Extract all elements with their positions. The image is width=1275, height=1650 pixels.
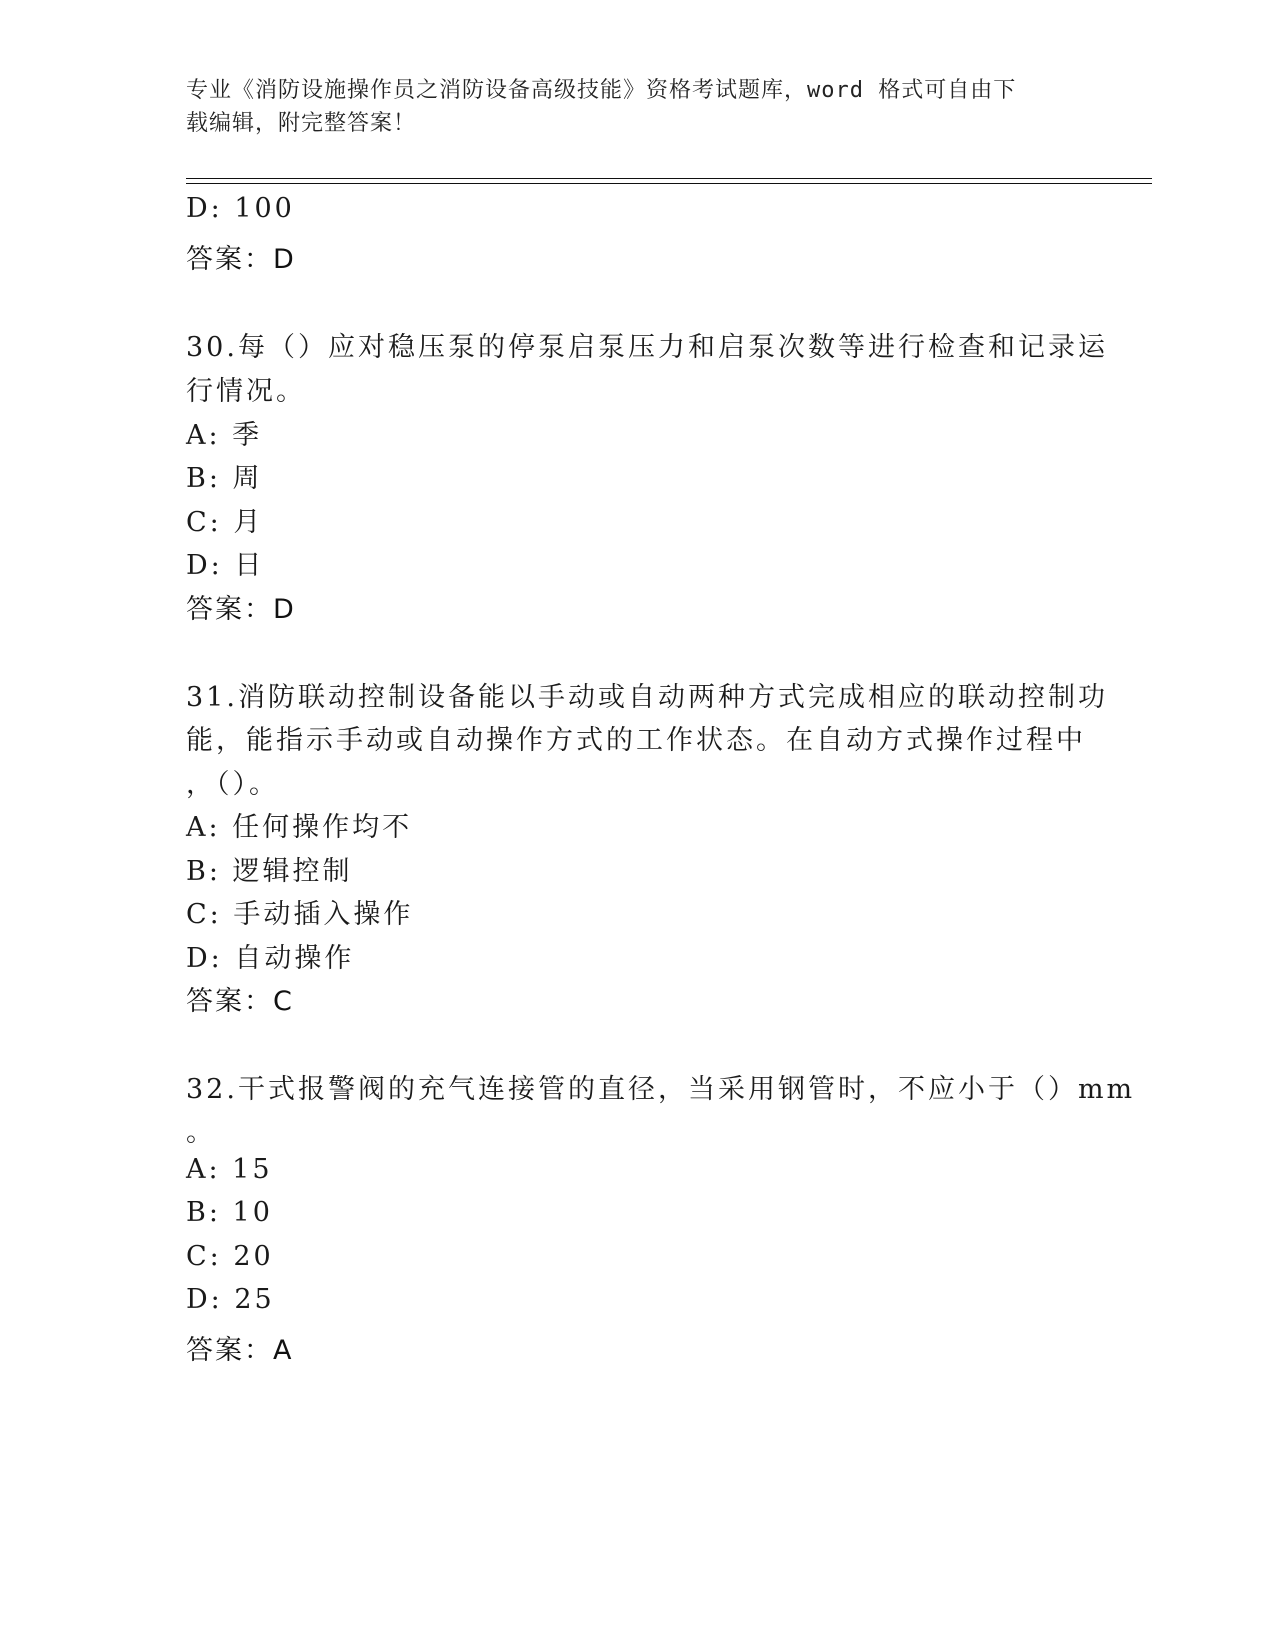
header-line-1: 专业《消防设施操作员之消防设备高级技能》资格考试题库，word 格式可自由下	[186, 78, 1017, 103]
header-divider-top	[186, 178, 1152, 179]
question-32-option-c: C: 20	[186, 1241, 274, 1272]
question-32-stem-line-2: 。	[186, 1117, 216, 1148]
prev-question-answer: 答案：D	[186, 244, 296, 275]
question-30-option-c: C: 月	[186, 507, 264, 538]
header-line-2: 载编辑，附完整答案！	[186, 111, 417, 136]
question-30-option-b: B: 周	[186, 463, 263, 494]
question-31-answer: 答案：C	[186, 986, 294, 1017]
question-30-answer: 答案：D	[186, 594, 296, 625]
question-32-stem-line-1: 32.干式报警阀的充气连接管的直径，当采用钢管时，不应小于（）mm	[186, 1074, 1136, 1105]
question-31-option-d: D: 自动操作	[186, 943, 355, 974]
question-30-stem-line-1: 30.每（）应对稳压泵的停泵启泵压力和启泵次数等进行检查和记录运	[186, 332, 1108, 363]
question-32-answer: 答案：A	[186, 1335, 294, 1366]
question-31-stem-line-1: 31.消防联动控制设备能以手动或自动两种方式完成相应的联动控制功	[186, 682, 1108, 713]
question-32-option-d: D: 25	[186, 1284, 275, 1315]
question-32-option-a: A: 15	[186, 1154, 273, 1185]
question-31-option-a: A: 任何操作均不	[186, 812, 413, 843]
question-32-option-b: B: 10	[186, 1197, 273, 1228]
question-31-option-c: C: 手动插入操作	[186, 899, 414, 930]
question-31-stem-line-3: ，（）。	[186, 769, 279, 800]
question-31-option-b: B: 逻辑控制	[186, 856, 353, 887]
question-30-stem-line-2: 行情况。	[186, 376, 306, 407]
prev-question-option-d: D: 100	[186, 193, 295, 224]
header-divider-bottom	[186, 183, 1152, 184]
question-30-option-a: A: 季	[186, 420, 263, 451]
question-30-option-d: D: 日	[186, 550, 265, 581]
question-31-stem-line-2: 能，能指示手动或自动操作方式的工作状态。在自动方式操作过程中	[186, 725, 1086, 756]
document-header	[186, 74, 1066, 140]
